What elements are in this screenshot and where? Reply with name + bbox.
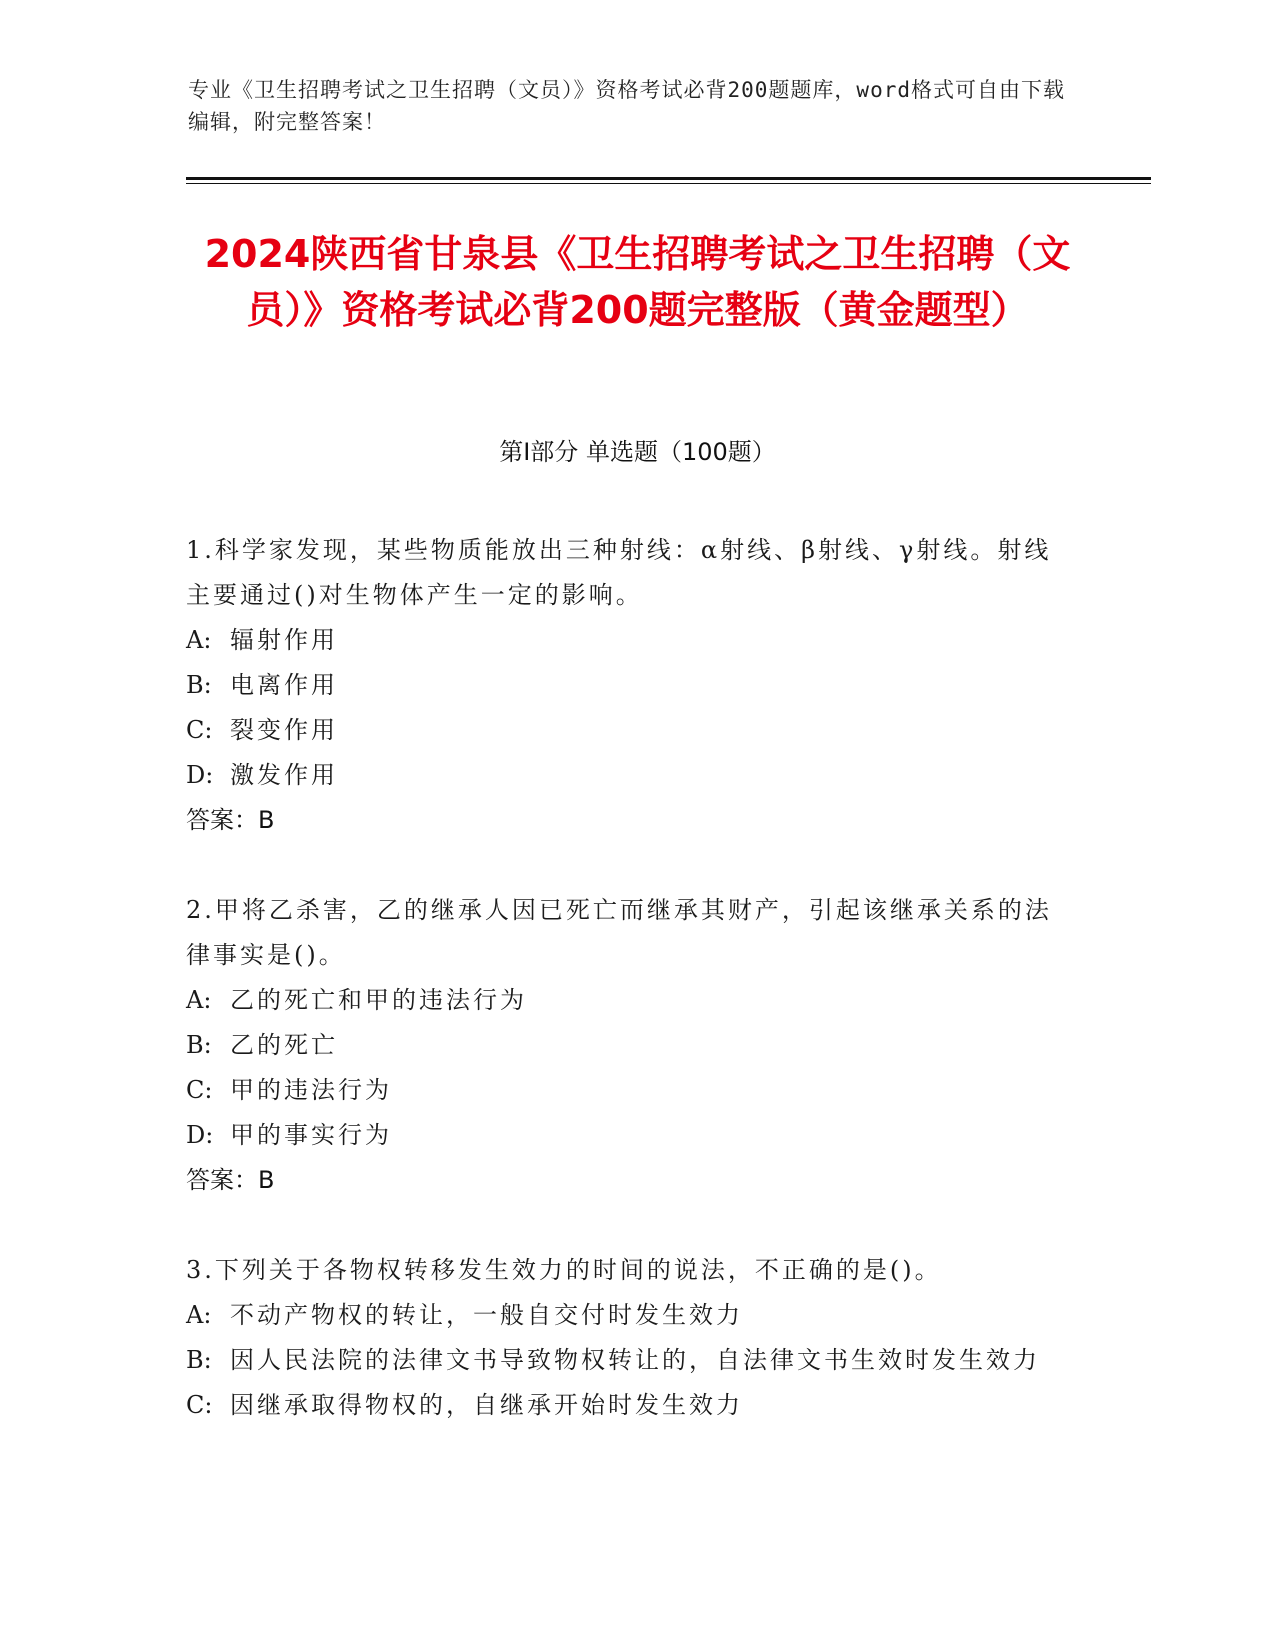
option-text: 电离作用	[230, 671, 338, 699]
option-d	[186, 753, 1076, 798]
answer-line: 答案：B	[186, 1166, 275, 1194]
option-b	[186, 1023, 1076, 1068]
option-key: C:	[186, 1076, 213, 1104]
question-stem: 3.下列关于各物权转移发生效力的时间的说法，不正确的是()。	[186, 1256, 942, 1284]
option-key: B:	[186, 671, 212, 699]
option-text: 裂变作用	[230, 716, 338, 744]
option-key: A:	[186, 986, 212, 1014]
document-title: 2024陕西省甘泉县《卫生招聘考试之卫生招聘（文员）》资格考试必背200题完整版（黄金题型）	[204, 232, 1071, 332]
option-text: 甲的事实行为	[230, 1121, 392, 1149]
answer-line: 答案：B	[186, 806, 275, 834]
option-text: 不动产物权的转让，一般自交付时发生效力	[230, 1301, 743, 1329]
option-text: 辐射作用	[230, 626, 338, 654]
option-a	[186, 1293, 1076, 1338]
option-text: 乙的死亡	[230, 1031, 338, 1059]
question-stem: 1.科学家发现，某些物质能放出三种射线：α射线、β射线、γ射线。射线主要通过()对生物体产生一定的影响。	[186, 536, 1052, 609]
option-text: 因人民法院的法律文书导致物权转让的，自法律文书生效时发生效力	[230, 1346, 1040, 1374]
option-key: D:	[186, 1121, 214, 1149]
option-key: B:	[186, 1031, 212, 1059]
option-b	[186, 663, 1076, 708]
question-1	[186, 528, 1076, 843]
option-text: 因继承取得物权的，自继承开始时发生效力	[230, 1391, 743, 1419]
option-a	[186, 978, 1076, 1023]
question-list	[186, 528, 1076, 1473]
option-text: 甲的违法行为	[230, 1076, 392, 1104]
question-3	[186, 1248, 1076, 1428]
option-a	[186, 618, 1076, 663]
option-key: A:	[186, 1301, 212, 1329]
question-2	[186, 888, 1076, 1203]
section-title: 第I部分 单选题（100题）	[499, 438, 776, 466]
option-key: C:	[186, 716, 213, 744]
option-c	[186, 1068, 1076, 1113]
header-rule-thin	[186, 183, 1151, 184]
question-stem: 2.甲将乙杀害，乙的继承人因已死亡而继承其财产，引起该继承关系的法律事实是()。	[186, 896, 1052, 969]
header-note: 专业《卫生招聘考试之卫生招聘（文员）》资格考试必背200题题库，word格式可自由下载编辑，附完整答案！	[188, 78, 1065, 134]
option-key: D:	[186, 761, 214, 789]
option-d	[186, 1113, 1076, 1158]
option-text: 乙的死亡和甲的违法行为	[230, 986, 527, 1014]
option-b	[186, 1338, 1076, 1383]
option-key: C:	[186, 1391, 213, 1419]
option-c	[186, 708, 1076, 753]
option-text: 激发作用	[230, 761, 338, 789]
option-c	[186, 1383, 1076, 1428]
header-rule-thick	[186, 177, 1151, 180]
option-key: A:	[186, 626, 212, 654]
option-key: B:	[186, 1346, 212, 1374]
